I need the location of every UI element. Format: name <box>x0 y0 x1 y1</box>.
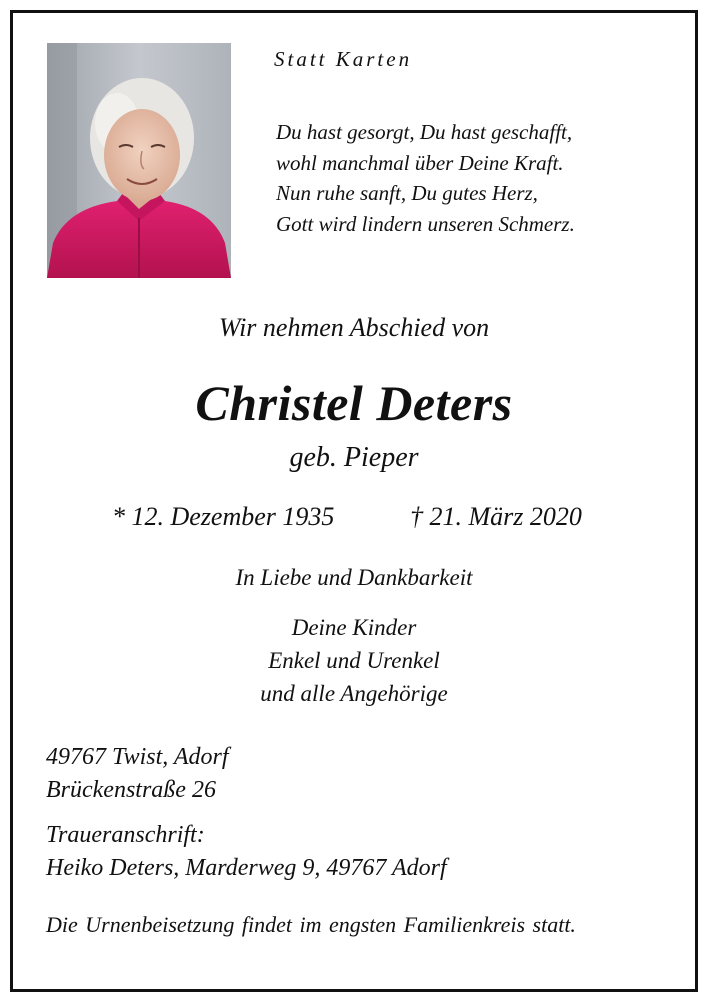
poem-line: wohl manchmal über Deine Kraft. <box>276 150 564 175</box>
maiden-name: geb. Pieper <box>289 442 419 473</box>
condolence-value: Heiko Deters, Marderweg 9, 49767 Adorf <box>46 855 447 881</box>
dedication: In Liebe und Dankbarkeit <box>235 565 473 590</box>
mourners-list <box>0 611 708 710</box>
portrait-photo <box>47 43 231 278</box>
farewell-intro: Wir nehmen Abschied von <box>218 313 490 342</box>
condolence-label: Traueranschrift: <box>46 822 205 848</box>
poem-line: Gott wird lindern unseren Schmerz. <box>276 211 575 236</box>
poem-line: Nun ruhe sanft, Du gutes Herz, <box>276 181 538 205</box>
mourner-line: Enkel und Urenkel <box>268 648 440 673</box>
condolence-address <box>46 819 447 885</box>
statt-karten-heading: Statt Karten <box>274 47 413 71</box>
family-address <box>46 741 228 807</box>
death-date: † 21. März 2020 <box>410 502 582 531</box>
mourner-line: und alle Angehörige <box>260 681 448 706</box>
address-line: Brückenstraße 26 <box>46 777 216 803</box>
poem-line: Du hast gesorgt, Du hast geschafft, <box>276 120 573 144</box>
burial-notice: Die Urnenbeisetzung findet im engsten Familienkreis statt. <box>46 912 576 937</box>
poem <box>276 117 575 239</box>
address-line: 49767 Twist, Adorf <box>46 744 229 770</box>
mourner-line: Deine Kinder <box>291 615 417 640</box>
deceased-name: Christel Deters <box>195 375 513 431</box>
birth-date: * 12. Dezember 1935 <box>112 502 335 531</box>
